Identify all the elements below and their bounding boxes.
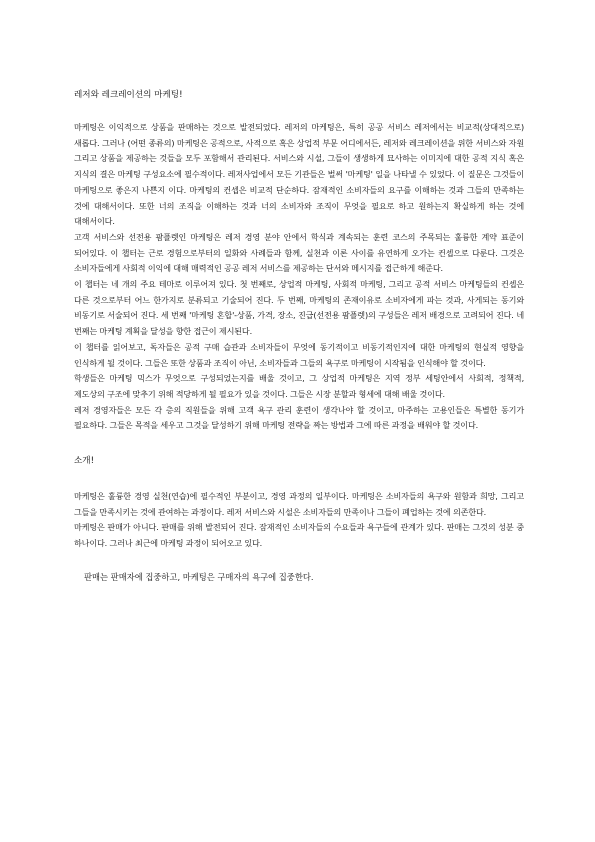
paragraph: 레저 경영자들은 모든 각 층의 직원들을 위해 고객 욕구 관리 훈련이 생각나야 할 것이고, 마주하는 고용인들은 특별한 동기가 필요하다. 그들은 목적을 세우고 그것을 달성하기 위해 마케팅 전략을 짜는 방법과 그에 따른 과정을 배워야 할 것이다.	[74, 404, 524, 431]
paragraph: 마케팅은 이익적으로 상품을 판매하는 것으로 발전되었다. 레저의 마케팅은, 특히 공공 서비스 레저에서는 비교적(상대적으로) 새롭다. 그러나 (어떤 종류의) 마케팅은 공적으로, 사적으로 혹은 상업적 부문 어디에서든, 레저와 레크레이션을 위한 서비스와 자원 그리고 상품을 제공하는 것들을 모두 포함해서 관리된다. 서비스와 시설, 그들이 생생하게 묘사하는 이미지에 대한 공적 지식 혹은 지식의 결은 마케팅 구성요소에 필수적이다. 레저사업에서 모든 기관들은 벌써 '마케팅' 일을 나타낼 수 있었다. 이 질문은 그것들이 마케팅으로 좋은지 나쁜지 이다. 마케팅의 컨셉은 비교적 단순하다. 잠재적인 소비자들의 요구를 이해하는 것과 그들의 만족하는 것에 대해서이다. 또한 너의 조직을 이해하는 것과 너의 소비자와 조직이 무엇을 필요로 하고 원하는지 확실하게 하는 것에 대해서이다.	[74, 122, 524, 227]
document-body	[74, 88, 524, 585]
paragraph: 이 챕터를 읽어보고, 독자들은 공적 구매 습관과 소비자들이 무엇에 동기적이고 비동기적인지에 대한 마케팅의 현실적 영향을 인식하게 될 것이다. 그들은 또한 상품과 조직이 아닌, 소비자들과 그들의 욕구로 마케팅이 시작됨을 인식해야 할 것이다.	[74, 341, 524, 368]
paragraph: 마케팅은 훌륭한 경영 실천(연습)에 필수적인 부분이고, 경영 과정의 일부이다. 마케팅은 소비자들의 욕구와 원함과 희망, 그리고 그들을 만족시키는 것에 관여하는 과정이다. 레저 서비스와 시설은 소비자들의 만족이나 그들이 폐업하는 것에 의존한다.	[74, 491, 524, 517]
document-title: 레저와 레크레이션의 마케팅!	[74, 90, 183, 100]
paragraph: 학생들은 마케팅 믹스가 무엇으로 구성되었는지를 배울 것이고, 그 상업적 마케팅은 지역 정부 세팅안에서 사회적, 정책적, 제도상의 구조에 맞추기 위해 적당하게 될 필요가 있을 것이다. 그들은 시장 분할과 형세에 대해 배울 것이다.	[74, 373, 524, 399]
paragraph: 마케팅은 판매가 아니다. 판매를 위해 발전되어 진다. 잠재적인 소비자들의 수요들과 욕구들에 관계가 있다. 판매는 그것의 성분 중 하나이다. 그러나 최근에 마케팅 과정이 되어오고 있다.	[74, 522, 524, 549]
spacer	[74, 469, 524, 489]
spacer	[74, 552, 524, 570]
spacer	[74, 103, 524, 120]
spacer	[74, 434, 524, 454]
section-heading-intro: 소개!	[74, 456, 95, 467]
paragraph: 고객 서비스와 선전용 팜플렛인 마케팅은 레저 경영 분야 안에서 학식과 계속되는 훈련 코스의 주목되는 훌륭한 계약 표준이 되어있다. 이 챕터는 근로 경험으로부터의 일화와 사례들과 함께, 실천과 이론 사이를 유연하게 오가는 컨셉으로 다룬다. 그것은 소비자들에게 사회적 이익에 대해 매력적인 공공 레저 서비스를 제공하는 단서와 메시지를 접근하게 해준다.	[74, 231, 524, 274]
paragraph: 이 챕터는 네 개의 주요 테마로 이루어져 있다. 첫 번째로, 상업적 마케팅, 사회적 마케팅, 그리고 공적 서비스 마케팅들의 컨셉은 다른 것으로부터 어느 한가지로 분류되고 기술되어 진다. 두 번째, 마케팅의 존재이유로 소비자에게 파는 것과, 사게되는 동기와 비동기로 서술되어 진다. 세 번째 '마케팅 혼합'-상품, 가격, 장소, 진급(선전용 팜플렛)의 구성들은 레저 배경으로 고려되어 진다. 네 번째는 마케팅 계획을 달성을 향한 접근이 제시된다.	[74, 279, 524, 337]
closing-statement: 판매는 판매자에 집중하고, 마케팅은 구매자의 욕구에 집중한다.	[84, 571, 314, 582]
